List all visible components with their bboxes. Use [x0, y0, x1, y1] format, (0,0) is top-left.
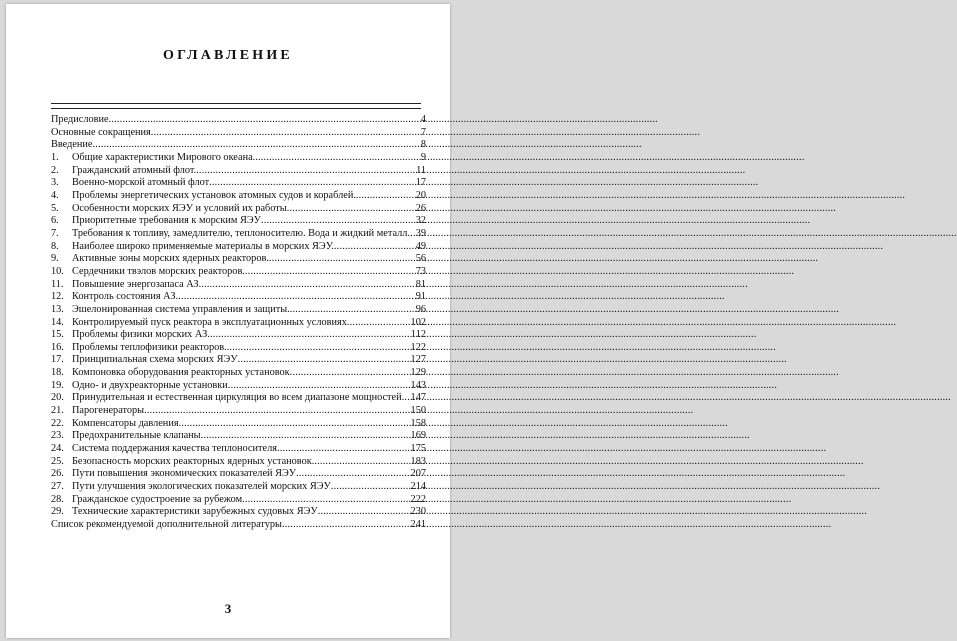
- page-title: ОГЛАВЛЕНИЕ: [163, 48, 293, 63]
- toc-entry: [51, 114, 426, 127]
- toc-entry-title: Военно-морской атомный флот: [72, 177, 210, 189]
- toc-dot-leader: [144, 405, 410, 418]
- toc-entry-number: 3.: [51, 177, 59, 189]
- toc-entry-number: 4.: [51, 189, 59, 201]
- toc-entry-page: 11: [416, 164, 426, 176]
- toc-entry: [51, 430, 426, 443]
- toc-entry-number: 2.: [51, 164, 59, 176]
- toc-entry: [51, 127, 426, 140]
- toc-dot-leader: [242, 494, 410, 507]
- toc-entry-page: 8: [420, 139, 426, 151]
- toc-entry-title: Предохранительные клапаны: [72, 430, 201, 442]
- toc-entry-page: 4: [420, 114, 426, 125]
- toc-entry-number: 23.: [51, 430, 64, 442]
- toc-entry: [51, 342, 426, 355]
- toc-dot-leader: [287, 203, 416, 216]
- toc-entry: [51, 329, 426, 342]
- toc-entry: [51, 392, 426, 405]
- toc-entry: [51, 468, 426, 481]
- toc-entry-title: Безопасность морских реакторных ядерных установок.: [72, 455, 315, 467]
- toc-entry-number: 24.: [51, 443, 64, 455]
- toc-entry-title: Контролируемый пуск реактора в эксплуатационных условиях: [72, 316, 347, 328]
- toc-dot-leader: [347, 317, 411, 330]
- toc-entry-page: 7: [420, 126, 426, 138]
- toc-entry: [51, 418, 426, 431]
- toc-entry-page: 175: [410, 443, 426, 455]
- toc-dot-leader: [261, 215, 416, 228]
- toc-entry: [51, 506, 426, 519]
- toc-entry: [51, 165, 426, 178]
- toc-entry-page: 143: [410, 379, 426, 391]
- toc-entry-title: Принципиальная схема морских ЯЭУ: [72, 354, 238, 366]
- toc-entry: [51, 241, 426, 254]
- toc-entry-page: 32: [415, 215, 426, 227]
- toc-entry: [51, 203, 426, 216]
- toc-entry-number: 19.: [51, 379, 64, 391]
- toc-dot-leader: [296, 468, 410, 481]
- toc-entry-title: Парогенераторы: [72, 405, 145, 417]
- toc-entry: [51, 481, 426, 494]
- toc-entry-page: 214: [410, 481, 426, 493]
- toc-entry: [51, 177, 426, 190]
- toc-entry-title: Гражданское судостроение за рубежом: [72, 493, 243, 505]
- toc-entry-number: 28.: [51, 493, 64, 505]
- toc-dot-leader: [228, 380, 411, 393]
- toc-entry-title: Гражданский атомный флот.: [72, 164, 197, 176]
- toc-entry-page: 122: [410, 341, 426, 353]
- toc-entry-title: Пути повышения экономических показателей ЯЭУ: [72, 468, 297, 480]
- toc-entry: [51, 291, 426, 304]
- toc-entry: [51, 456, 426, 469]
- toc-entry: [51, 380, 426, 393]
- toc-entry-number: 13.: [51, 303, 64, 315]
- toc-entry-page: 241: [410, 519, 426, 530]
- document-page: [6, 4, 450, 638]
- toc-entry: [51, 228, 426, 241]
- toc-entry: [51, 317, 426, 330]
- toc-entry-title: Общие характеристики Мирового океана.: [72, 151, 256, 163]
- toc-entry-page: 169: [410, 430, 426, 442]
- toc-entry-page: 129: [410, 367, 426, 379]
- toc-entry-title: Предисловие: [51, 114, 109, 125]
- toc-entry-number: 6.: [51, 215, 59, 227]
- toc-dot-leader: [277, 443, 411, 456]
- toc-entry-number: 10.: [51, 265, 64, 277]
- toc-entry: [51, 519, 426, 532]
- toc-entry-page: 147: [410, 392, 426, 404]
- toc-dot-leader: [245, 266, 416, 279]
- toc-dot-leader: [109, 114, 421, 127]
- toc-entry-page: 96: [415, 303, 426, 315]
- toc-entry-number: 11.: [51, 278, 64, 290]
- toc-dot-leader: [238, 354, 411, 367]
- toc-entry-number: 12.: [51, 291, 64, 303]
- toc-entry-page: 112: [410, 329, 426, 341]
- toc-entry-title: Контроль состояния АЗ: [72, 291, 176, 303]
- toc-entry-title: Особенности морских ЯЭУ и условий их работы: [72, 202, 287, 214]
- toc-entry-page: 150: [410, 405, 426, 417]
- toc-entry-title: Проблемы энергетических установок атомных судов и кораблей.: [72, 189, 356, 201]
- toc-entry-title: Принудительная и естественная циркуляция во всем диапазоне мощностей: [72, 392, 402, 404]
- toc-entry-page: 183: [410, 455, 426, 467]
- toc-entry: [51, 279, 426, 292]
- toc-entry-number: 20.: [51, 392, 64, 404]
- toc-entry-title: Основные сокращения: [51, 126, 151, 138]
- toc-entry-title: Компоновка оборудования реакторных установок: [72, 367, 290, 379]
- toc-entry-title: Введение: [51, 139, 93, 151]
- toc-entry-page: 73: [415, 265, 426, 277]
- toc-entry-page: 222: [410, 493, 426, 505]
- toc-dot-leader: [209, 177, 416, 190]
- toc-entry-title: Пути улучшения экологических показателей морских ЯЭУ: [72, 481, 331, 493]
- toc-dot-leader: [407, 228, 415, 241]
- toc-entry-page: 17: [415, 177, 426, 189]
- toc-dot-leader: [318, 506, 411, 519]
- toc-entry: [51, 405, 426, 418]
- toc-entry: [51, 190, 426, 203]
- toc-entry-page: 230: [410, 506, 426, 518]
- bottom-divider: [51, 108, 421, 109]
- toc-entry-page: 158: [410, 417, 426, 429]
- toc-entry-title: Наиболее широко применяемые материалы в морских ЯЭУ.: [72, 240, 334, 252]
- toc-entry: [51, 494, 426, 507]
- toc-entry-number: 18.: [51, 367, 64, 379]
- toc-entry-number: 5.: [51, 202, 59, 214]
- toc-entry-page: 56: [415, 253, 426, 265]
- toc-entry-number: 16.: [51, 341, 64, 353]
- toc-entry-page: 9: [420, 151, 426, 163]
- toc-dot-leader: [290, 304, 416, 317]
- toc-entry: [51, 304, 426, 317]
- toc-dot-leader: [207, 329, 411, 342]
- toc-dot-leader: [93, 139, 421, 152]
- toc-entry: [51, 354, 426, 367]
- toc-entry-title: Сердечники твэлов морских реакторов.: [72, 265, 245, 277]
- toc-entry-number: 29.: [51, 506, 64, 518]
- toc-entry-number: 22.: [51, 417, 64, 429]
- toc-entry-number: 25.: [51, 455, 64, 467]
- toc-entry-title: Эшелонированная система управления и защиты.: [72, 303, 290, 315]
- toc-entry-page: 49: [415, 240, 426, 252]
- toc-entry-page: 102: [410, 316, 426, 328]
- toc-entry-title: Повышение энергозапаса АЗ: [72, 278, 199, 290]
- toc-entry-number: 15.: [51, 329, 64, 341]
- toc-dot-leader: [356, 190, 416, 203]
- toc-entry-number: 14.: [51, 316, 64, 328]
- toc-entry-title: Приоритетные требования к морским ЯЭУ: [72, 215, 261, 227]
- toc-entry-page: 26: [415, 202, 426, 214]
- toc-entry-page: 81: [415, 278, 426, 290]
- toc-dot-leader: [179, 418, 411, 431]
- toc-dot-leader: [402, 392, 411, 405]
- toc-entry-number: 8.: [51, 240, 59, 252]
- toc-entry: [51, 253, 426, 266]
- toc-dot-leader: [175, 291, 415, 304]
- toc-entry-title: Активные зоны морских ядерных реакторов.: [72, 253, 269, 265]
- toc-entry-title: Технические характеристики зарубежных судовых ЯЭУ: [72, 506, 318, 518]
- toc-entry-title: Одно- и двухреакторные установки: [72, 379, 228, 391]
- page-number: 3: [224, 601, 232, 616]
- toc-dot-leader: [331, 481, 411, 494]
- toc-entry-title: Проблемы теплофизики реакторов.: [72, 341, 227, 353]
- toc-entry: [51, 139, 426, 152]
- toc-dot-leader: [227, 342, 411, 355]
- toc-entry-page: 207: [410, 468, 426, 480]
- toc-entry-title: Проблемы физики морских АЗ: [72, 329, 208, 341]
- toc-dot-leader: [199, 279, 416, 292]
- toc-entry-number: 1.: [51, 151, 59, 163]
- toc-entry-number: 21.: [51, 405, 64, 417]
- toc-dot-leader: [201, 430, 411, 443]
- toc-entry-title: Требования к топливу, замедлителю, теплоносителю. Вода и жидкий металл: [72, 227, 408, 239]
- toc-entry-page: 39: [415, 227, 426, 239]
- toc-entry-number: 27.: [51, 481, 64, 493]
- toc-entry-number: 17.: [51, 354, 64, 366]
- toc-entry-page: 127: [410, 354, 426, 366]
- toc-entry-title: Список рекомендуемой дополнительной литературы: [51, 519, 282, 530]
- toc-entry-page: 91: [415, 291, 426, 303]
- toc-dot-leader: [290, 367, 411, 380]
- top-divider: [51, 103, 421, 104]
- toc-dot-leader: [151, 127, 421, 140]
- toc-entry: [51, 266, 426, 279]
- toc-entry: [51, 215, 426, 228]
- toc-entry-number: 26.: [51, 468, 64, 480]
- toc-dot-leader: [255, 152, 421, 165]
- toc-dot-leader: [269, 253, 416, 266]
- toc-dot-leader: [334, 241, 416, 254]
- toc-entry: [51, 443, 426, 456]
- toc-entry-number: 9.: [51, 253, 59, 265]
- toc-dot-leader: [196, 165, 416, 178]
- table-of-contents: [51, 114, 426, 532]
- toc-entry-page: 20: [415, 189, 426, 201]
- toc-entry-title: Система поддержания качества теплоносителя: [72, 443, 277, 455]
- toc-dot-leader: [282, 519, 411, 532]
- toc-entry: [51, 367, 426, 380]
- toc-entry-title: Компенсаторы давления: [72, 417, 179, 429]
- toc-entry-number: 7.: [51, 227, 59, 239]
- toc-dot-leader: [314, 456, 410, 469]
- toc-entry: [51, 152, 426, 165]
